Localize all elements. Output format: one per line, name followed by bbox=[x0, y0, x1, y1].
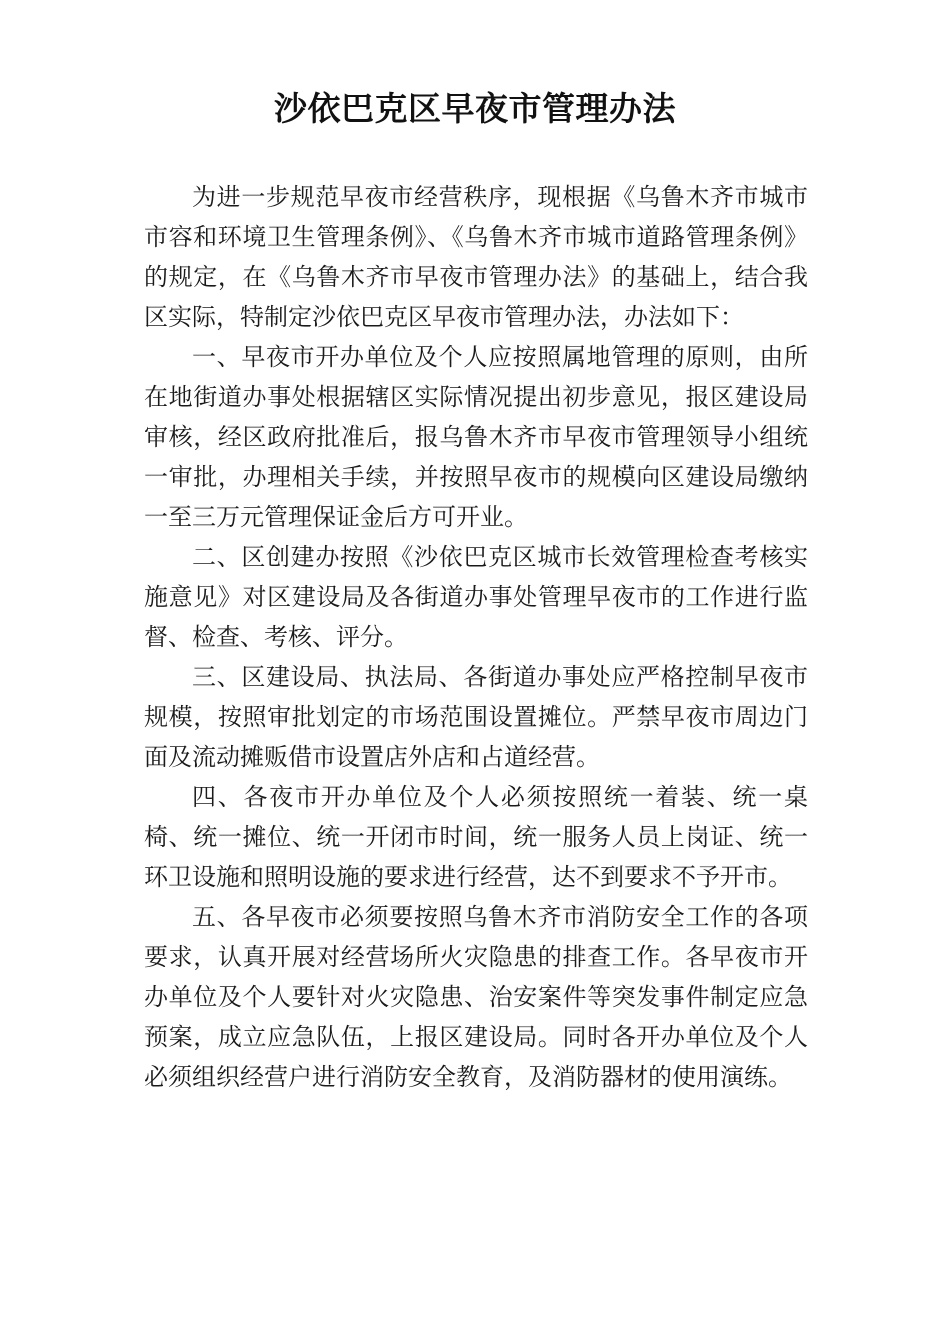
paragraph-article-1: 一、早夜市开办单位及个人应按照属地管理的原则，由所在地街道办事处根据辖区实际情况提出初步意见，报区建设局审核，经区政府批准后，报乌鲁木齐市早夜市管理领导小组统一审批，办理相关手续，并按照早夜市的规模向区建设局缴纳一至三万元管理保证金后方可开业。 bbox=[144, 343, 808, 531]
document-title: 沙依巴克区早夜市管理办法 bbox=[274, 89, 676, 128]
paragraph-intro: 为进一步规范早夜市经营秩序，现根据《乌鲁木齐市城市市容和环境卫生管理条例》、《乌鲁木齐市城市道路管理条例》的规定，在《乌鲁木齐市早夜市管理办法》的基础上，结合我区实际，特制定沙依巴克区早夜市管理办法，办法如下： bbox=[144, 183, 808, 331]
paragraph-article-3: 三、区建设局、执法局、各街道办事处应严格控制早夜市规模，按照审批划定的市场范围设置摊位。严禁早夜市周边门面及流动摊贩借市设置店外店和占道经营。 bbox=[144, 663, 808, 771]
paragraph-article-4: 四、各夜市开办单位及个人必须按照统一着装、统一桌椅、统一摊位、统一开闭市时间，统一服务人员上岗证、统一环卫设施和照明设施的要求进行经营，达不到要求不予开市。 bbox=[144, 783, 808, 891]
paragraph-article-2: 二、区创建办按照《沙依巴克区城市长效管理检查考核实施意见》对区建设局及各街道办事处管理早夜市的工作进行监督、检查、考核、评分。 bbox=[144, 543, 808, 651]
paragraph-article-5: 五、各早夜市必须要按照乌鲁木齐市消防安全工作的各项要求，认真开展对经营场所火灾隐患的排查工作。各早夜市开办单位及个人要针对火灾隐患、治安案件等突发事件制定应急预案，成立应急队伍，上报区建设局。同时各开办单位及个人必须组织经营户进行消防安全教育，及消防器材的使用演练。 bbox=[144, 903, 808, 1091]
document-body bbox=[144, 177, 808, 1097]
